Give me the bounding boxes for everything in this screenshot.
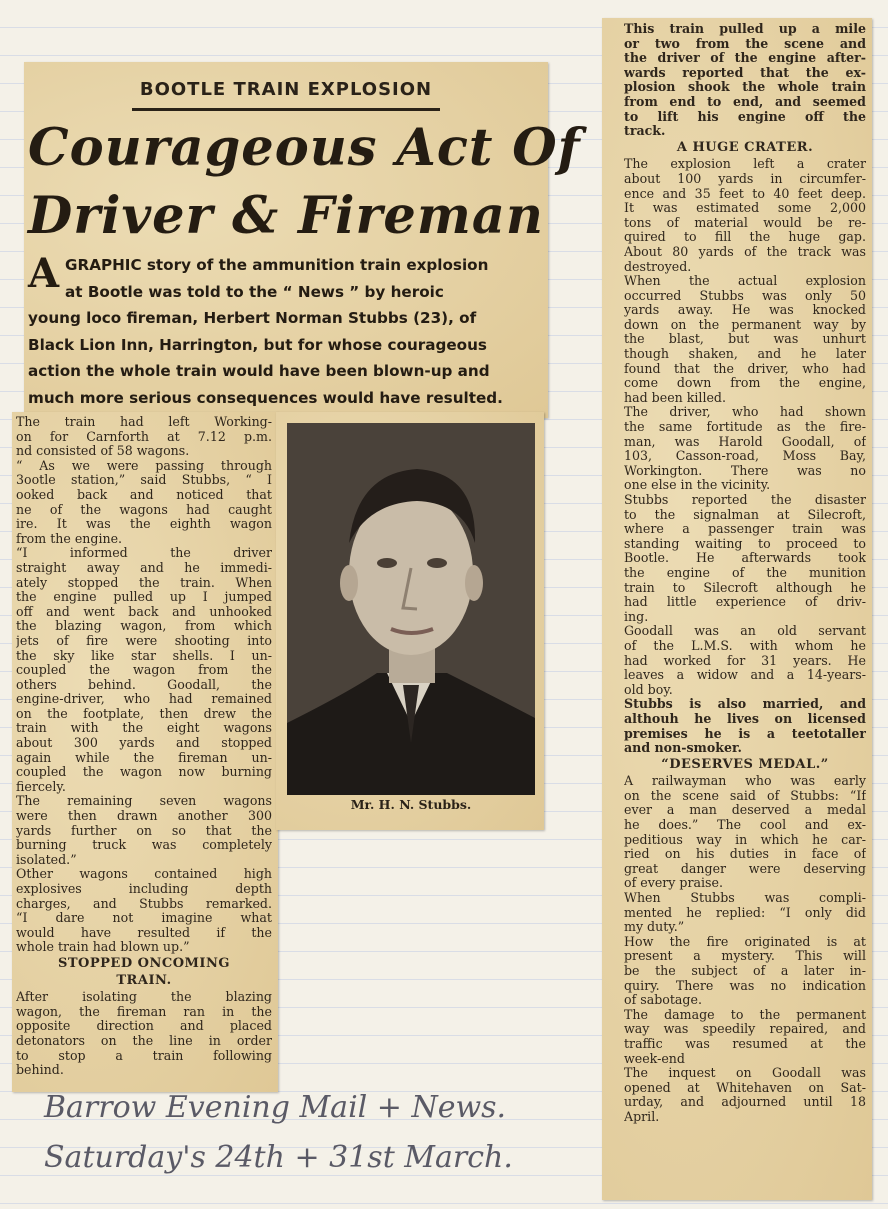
column-text-line: When the actual explosion bbox=[624, 274, 866, 289]
column-text-line: to lift his engine off the bbox=[624, 109, 866, 124]
column-text-line: the driver of the engine after- bbox=[624, 51, 866, 66]
photo-caption: Mr. H. N. Stubbs. bbox=[350, 797, 472, 812]
column-text-line: yards further on so that the bbox=[16, 823, 272, 838]
column-text-line: ence and 35 feet to 40 feet deep. bbox=[624, 186, 866, 201]
column-text-line: had worked for 31 years. He bbox=[624, 653, 866, 668]
column-text-line: where a passenger train was bbox=[624, 522, 866, 537]
column-text-line: the blazing wagon, from which bbox=[16, 619, 272, 634]
column-text-line: train with the eight wagons bbox=[16, 721, 272, 736]
column-subheading: A HUGE CRATER. bbox=[676, 139, 814, 155]
column-text-line: from end to end, and seemed bbox=[624, 94, 866, 109]
kicker-heading: BOOTLE TRAIN EXPLOSION bbox=[132, 74, 440, 111]
column-text-line: coupled the wagon from the bbox=[16, 663, 272, 678]
column-text-line: A railwayman who was early bbox=[624, 774, 866, 789]
column-subheading: TRAIN. bbox=[116, 972, 172, 988]
column-text-line: great danger were deserving bbox=[624, 861, 866, 876]
column-text-line: quiry. There was no indication bbox=[624, 978, 866, 993]
column-text-line: isolated.” bbox=[16, 852, 77, 867]
column-text-line: The damage to the permanent bbox=[624, 1007, 866, 1022]
column-text-line: about 300 yards and stopped bbox=[16, 736, 272, 751]
column-text-line: The train had left Working- bbox=[16, 415, 272, 429]
column-text-line: 103, Casson-road, Moss Bay, bbox=[624, 449, 866, 464]
handwritten-date-note: Saturday's 24th + 31st March. bbox=[44, 1140, 513, 1175]
column-text-line: “ As we were passing through bbox=[16, 458, 272, 473]
standfirst bbox=[28, 252, 544, 411]
column-text-line: my duty.” bbox=[624, 920, 685, 935]
column-text-line: The inquest on Goodall was bbox=[624, 1066, 866, 1081]
column-text-line: About 80 yards of the track was bbox=[624, 244, 866, 259]
column-text-line: come down from the engine, bbox=[624, 376, 866, 391]
column-text-line: found that the driver, who had bbox=[624, 361, 866, 376]
column-text-line: ately stopped the train. When bbox=[16, 575, 272, 590]
column-text-line: yards away. He was knocked bbox=[624, 303, 866, 318]
column-text-line: the engine pulled up I jumped bbox=[16, 590, 272, 605]
column-text-line: explosives including depth bbox=[16, 882, 272, 896]
column-text-line: quired to fill the huge gap. bbox=[624, 230, 866, 245]
column-text-line: peditious way in which he car- bbox=[624, 832, 866, 847]
column-text-line: detonators on the line in order bbox=[16, 1033, 272, 1048]
column-text-line: Workington. There was no bbox=[624, 463, 866, 478]
column-text-line: way was speedily repaired, and bbox=[624, 1022, 866, 1037]
column-text-line: After isolating the blazing bbox=[16, 990, 272, 1005]
column-text-line: urday, and adjourned until 18 bbox=[624, 1095, 866, 1110]
column-text-line: plosion shook the whole train bbox=[624, 80, 866, 95]
column-text-line: burning truck was completely bbox=[16, 838, 272, 853]
column-text-line: “I informed the driver bbox=[16, 546, 272, 561]
column-text-line: coupled the wagon now burning bbox=[16, 765, 272, 780]
column-text-line: would have resulted if the bbox=[16, 925, 272, 940]
column-text-line: This train pulled up a mile bbox=[624, 22, 866, 36]
handwritten-source-note: Barrow Evening Mail + News. bbox=[44, 1090, 507, 1125]
column-text-line: mented he replied: “I only did bbox=[624, 905, 866, 920]
article-right-column bbox=[624, 22, 866, 1125]
column-text-line: ever a man deserved a medal bbox=[624, 803, 866, 818]
column-text-line: Other wagons contained high bbox=[16, 867, 272, 882]
column-text-line: fiercely. bbox=[16, 779, 66, 794]
column-text-line: premises he is a teetotaller bbox=[624, 726, 866, 741]
standfirst-line: at Bootle was told to the “ News ” by heroic bbox=[65, 282, 444, 301]
column-text-line: ing. bbox=[624, 609, 649, 624]
standfirst-line: GRAPHIC story of the ammunition train explosion bbox=[65, 256, 489, 274]
column-text-line: opened at Whitehaven on Sat- bbox=[624, 1080, 866, 1095]
column-text-line: destroyed. bbox=[624, 259, 692, 274]
column-text-line: wards reported that the ex- bbox=[624, 65, 866, 80]
column-subheading: “DESERVES MEDAL.” bbox=[661, 756, 829, 772]
column-text-line: “I dare not imagine what bbox=[16, 911, 272, 926]
column-text-line: the sky like star shells. I un- bbox=[16, 648, 272, 663]
column-text-line: on the footplate, then drew the bbox=[16, 706, 272, 721]
column-text-line: of sabotage. bbox=[624, 993, 702, 1008]
portrait-illustration-icon bbox=[287, 423, 535, 795]
column-text-line: man, was Harold Goodall, of bbox=[624, 434, 866, 449]
column-text-line: When Stubbs was compli- bbox=[624, 891, 866, 906]
column-text-line: others behind. Goodall, the bbox=[16, 677, 272, 692]
column-text-line: off and went back and unhooked bbox=[16, 604, 272, 619]
column-text-line: or two from the scene and bbox=[624, 36, 866, 51]
column-text-line: nd consisted of 58 wagons. bbox=[16, 444, 190, 459]
column-text-line: ire. It was the eighth wagon bbox=[16, 517, 272, 532]
portrait-photo bbox=[287, 423, 535, 795]
column-text-line: he does.” The cool and ex- bbox=[624, 818, 866, 833]
column-text-line: The remaining seven wagons bbox=[16, 794, 272, 809]
column-text-line: the same fortitude as the fire- bbox=[624, 420, 866, 435]
column-text-line: to stop a train following bbox=[16, 1048, 272, 1063]
column-text-line: present a mystery. This will bbox=[624, 949, 866, 964]
column-text-line: althouh he lives on licensed bbox=[624, 711, 866, 726]
column-text-line: were then drawn another 300 bbox=[16, 809, 272, 824]
column-text-line: 3ootle station,” said Stubbs, “ I bbox=[16, 473, 272, 488]
standfirst-line: young loco fireman, Herbert Norman Stubbs (23), of bbox=[28, 309, 477, 327]
column-text-line: How the fire originated is at bbox=[624, 934, 866, 949]
column-text-line: again while the fireman un- bbox=[16, 750, 272, 765]
column-text-line: traffic was resumed at the bbox=[624, 1036, 866, 1051]
column-text-line: wagon, the fireman ran in the bbox=[16, 1004, 272, 1019]
article-left-column bbox=[16, 415, 272, 1078]
headline-line-2: Driver & Fireman bbox=[28, 186, 544, 246]
column-text-line: Stubbs reported the disaster bbox=[624, 493, 866, 507]
column-text-line: be the subject of a later in- bbox=[624, 964, 866, 978]
column-subheading: STOPPED ONCOMING bbox=[58, 955, 230, 971]
column-text-line: ried on his duties in face of bbox=[624, 847, 866, 862]
column-text-line: ne of the wagons had caught bbox=[16, 502, 272, 517]
column-text-line: to the signalman at Silecroft, bbox=[624, 507, 866, 522]
column-text-line: the engine of the munition bbox=[624, 565, 866, 580]
column-text-line: had been killed. bbox=[624, 390, 726, 405]
column-text-line: standing waiting to proceed to bbox=[624, 536, 866, 551]
column-text-line: old boy. bbox=[624, 682, 673, 697]
column-text-line: from the engine. bbox=[16, 531, 123, 546]
column-text-line: down on the permanent way by bbox=[624, 317, 866, 332]
column-text-line: ooked back and noticed that bbox=[16, 487, 272, 502]
column-text-line: April. bbox=[624, 1109, 660, 1124]
drop-cap: A bbox=[28, 250, 60, 297]
column-text-line: of the L.M.S. with whom he bbox=[624, 638, 866, 653]
headline-line-1: Courageous Act Of bbox=[28, 118, 581, 178]
column-text-line: charges, and Stubbs remarked. bbox=[16, 896, 272, 911]
column-text-line: It was estimated some 2,000 bbox=[624, 201, 866, 216]
column-text-line: the blast, but was unhurt bbox=[624, 332, 866, 347]
column-text-line: Stubbs is also married, and bbox=[624, 697, 866, 712]
column-text-line: week-end bbox=[624, 1051, 685, 1066]
column-text-line: about 100 yards in circumfer- bbox=[624, 171, 866, 186]
column-text-line: though shaken, and he later bbox=[624, 347, 866, 362]
standfirst-line: action the whole train would have been blown-up and bbox=[28, 362, 490, 380]
column-text-line: jets of fire were shooting into bbox=[16, 633, 272, 648]
column-text-line: on for Carnforth at 7.12 p.m. bbox=[16, 429, 272, 444]
standfirst-line: much more serious consequences would have resulted. bbox=[28, 388, 503, 407]
column-text-line: track. bbox=[624, 124, 666, 139]
column-text-line: The driver, who had shown bbox=[624, 405, 866, 420]
column-text-line: of every praise. bbox=[624, 876, 723, 891]
column-text-line: had little experience of driv- bbox=[624, 595, 866, 610]
column-text-line: opposite direction and placed bbox=[16, 1019, 272, 1034]
column-text-line: tons of material would be re- bbox=[624, 215, 866, 230]
column-text-line: behind. bbox=[16, 1063, 64, 1078]
standfirst-line: Black Lion Inn, Harrington, but for whose courageous bbox=[28, 335, 487, 354]
column-text-line: and non-smoker. bbox=[624, 741, 742, 756]
column-text-line: whole train had blown up.” bbox=[16, 940, 190, 955]
column-text-line: leaves a widow and a 14-years- bbox=[624, 668, 866, 683]
column-text-line: straight away and he immedi- bbox=[16, 560, 272, 575]
column-text-line: Bootle. He afterwards took bbox=[624, 551, 866, 566]
column-text-line: one else in the vicinity. bbox=[624, 478, 771, 493]
column-text-line: occurred Stubbs was only 50 bbox=[624, 288, 866, 303]
column-text-line: train to Silecroft although he bbox=[624, 580, 866, 595]
column-text-line: on the scene said of Stubbs: “If bbox=[624, 788, 866, 803]
column-text-line: Goodall was an old servant bbox=[624, 624, 866, 639]
column-text-line: engine-driver, who had remained bbox=[16, 692, 272, 707]
column-text-line: The explosion left a crater bbox=[624, 157, 866, 172]
